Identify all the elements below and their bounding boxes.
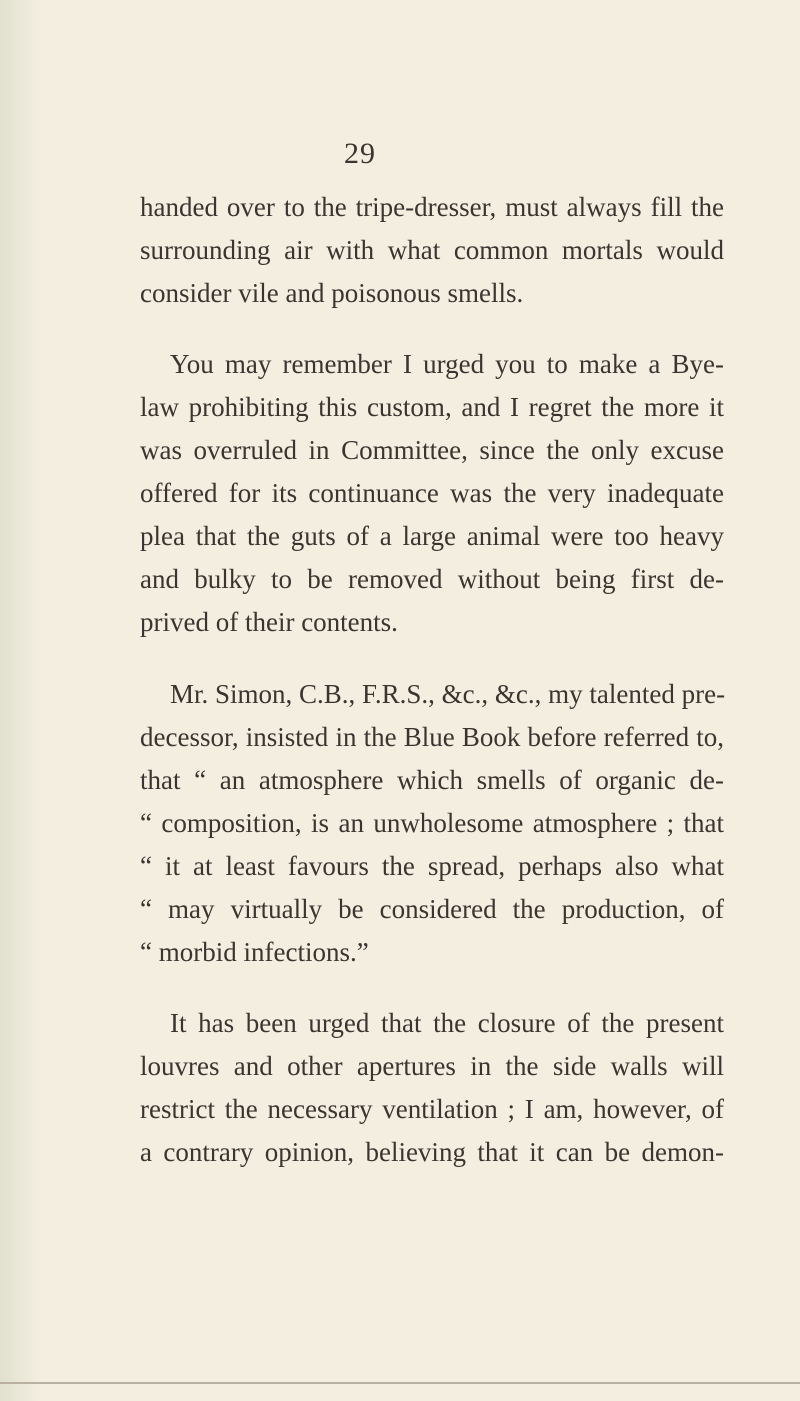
page-number: 29 [344,137,376,170]
text-line: was overruled in Committee, since the only excuse [140,435,724,465]
text-line: restrict the necessary ventilation ; I am, however, of [140,1094,724,1124]
text-line: a contrary opinion, believing that it can be demon- [140,1137,724,1167]
text-line: law prohibiting this custom, and I regret the more it [140,392,724,422]
page-edge-shadow [0,0,40,1401]
text-line: prived of their contents. [140,607,398,637]
text-line: offered for its continuance was the very inadequate [140,478,724,508]
text-line: louvres and other apertures in the side walls will [140,1051,724,1081]
text-line: “ may virtually be considered the production, of [140,894,724,924]
text-line: consider vile and poisonous smells. [140,278,524,308]
text-line: and bulky to be removed without being first de- [140,564,724,594]
text-line: You may remember I urged you to make a Bye- [170,349,724,379]
text-line: surrounding air with what common mortals would [140,235,724,265]
text-line: plea that the guts of a large animal were too heavy [140,521,724,551]
page-bottom-edge [0,1382,800,1384]
text-line: It has been urged that the closure of the present [170,1008,724,1038]
text-line: handed over to the tripe-dresser, must always fill the [140,192,724,222]
text-line: Mr. Simon, C.B., F.R.S., &c., &c., my talented pre- [170,679,726,709]
text-line: that “ an atmosphere which smells of organic de- [140,765,724,795]
text-line: “ morbid infections.” [140,937,369,967]
text-line: decessor, insisted in the Blue Book before referred to, [140,722,724,752]
text-line: “ composition, is an unwholesome atmosphere ; that [140,808,724,838]
text-line: “ it at least favours the spread, perhaps also what [140,851,724,881]
